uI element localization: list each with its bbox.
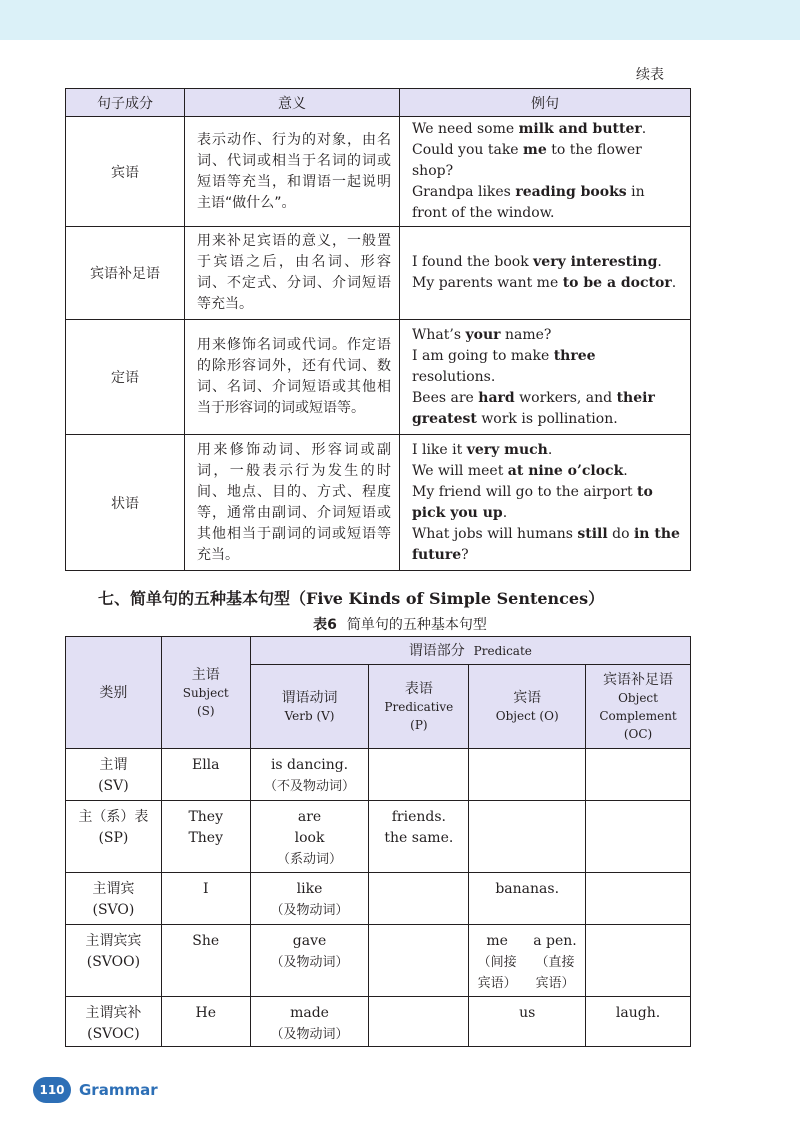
table-header-row [66,637,691,665]
example-sentence: Grandpa likes reading books in front of the window. [412,184,645,221]
table-caption-text: 简单句的五种基本句型 [346,617,487,633]
example-sentence: Could you take me to the flower shop? [412,142,642,179]
header-predicate: 谓语部分 Predicate [250,637,690,665]
oc-cell [586,925,691,997]
table-row [66,227,691,320]
table-header-row [66,89,691,117]
verb-cell: is dancing. （不及物动词） [250,749,369,801]
type-cell: 主谓宾宾 (SVOO) [66,925,162,997]
footer-label: Grammar [79,1081,158,1099]
subject-cell: Ella [161,749,250,801]
example-sentence: What’s your name? [412,326,552,343]
top-band [0,0,800,40]
element-cell: 状语 [66,435,185,571]
section-title [98,586,604,609]
example-sentence: We need some milk and butter. [412,121,647,137]
element-cell: 定语 [66,320,185,435]
examples-cell [400,117,691,227]
indirect-object: me （间接 宾语） [477,933,517,991]
examples-cell [400,435,691,571]
example-sentence: I found the book very interesting. [412,254,662,270]
section-title-en: Five Kinds of Simple Sentences [306,589,589,608]
header-verb: 谓语动词 Verb (V) [250,665,369,749]
object-cell: bananas. [469,873,586,925]
oc-cell [586,801,691,873]
header-element: 句子成分 [66,89,185,117]
table-row [66,925,691,997]
element-cell: 宾语补足语 [66,227,185,320]
meaning-cell: 用来补足宾语的意义，一般置于宾语之后，由名词、形容词、不定式、分词、介词短语等充当。 [185,227,400,320]
table-row [66,749,691,801]
oc-cell [586,749,691,801]
table-caption [0,614,800,634]
predicative-cell: friends. the same. [369,801,469,873]
type-cell: 主谓宾 (SVO) [66,873,162,925]
header-object: 宾语 Object (O) [469,665,586,749]
predicative-cell [369,997,469,1047]
subject-cell: She [161,925,250,997]
predicative-cell [369,749,469,801]
object-cell [469,749,586,801]
header-subject: 主语 Subject (S) [161,637,250,749]
example-sentence: Bees are hard workers, and their greatest work is pollination. [412,389,655,427]
type-cell: 主谓 (SV) [66,749,162,801]
oc-cell: laugh. [586,997,691,1047]
table-row [66,997,691,1047]
predicative-cell [369,925,469,997]
continued-label: 续表 [636,67,664,83]
verb-cell: gave （及物动词） [250,925,369,997]
page-number-badge: 110 [33,1077,71,1103]
example-sentence: My friend will go to the airport to pick you up. [412,483,653,521]
header-examples: 例句 [400,89,691,117]
header-object-complement: 宾语补足语 Object Complement (OC) [586,665,691,749]
element-cell: 宾语 [66,117,185,227]
examples-cell [400,320,691,435]
header-meaning: 意义 [185,89,400,117]
example-sentence: We will meet at nine o’clock. [412,462,628,479]
type-cell: 主谓宾补 (SVOC) [66,997,162,1047]
table-row [66,435,691,571]
direct-object: a pen. （直接 宾语） [533,933,577,991]
example-sentence: I like it very much. [412,441,553,458]
table-caption-number: 表6 [313,617,337,633]
header-predicative: 表语 Predicative (P) [369,665,469,749]
verb-cell: made （及物动词） [250,997,369,1047]
table-row [66,873,691,925]
object-cell [469,925,586,997]
sentence-elements-table [65,88,691,571]
subject-cell: He [161,997,250,1047]
subject-cell: They They [161,801,250,873]
table-row [66,801,691,873]
type-cell: 主（系）表 (SP) [66,801,162,873]
oc-cell [586,873,691,925]
table-row [66,320,691,435]
verb-cell: like （及物动词） [250,873,369,925]
subject-cell: I [161,873,250,925]
header-category: 类别 [66,637,162,749]
meaning-cell: 用来修饰动词、形容词或副词，一般表示行为发生的时间、地点、目的、方式、程度等，通常由副词、介词短语或其他相当于副词的词或短语等充当。 [185,435,400,571]
section-title-zh: 七、简单句的五种基本句型（ [98,589,307,608]
section-title-close: ） [588,589,605,608]
predicative-cell [369,873,469,925]
verb-cell: are look （系动词） [250,801,369,873]
object-cell [469,801,586,873]
example-sentence: My parents want me to be a doctor. [412,275,677,291]
example-sentence: I am going to make three resolutions. [412,347,596,385]
example-sentence: What jobs will humans still do in the future? [412,525,680,563]
sentence-patterns-table [65,636,691,1047]
meaning-cell: 表示动作、行为的对象，由名词、代词或相当于名词的词或短语等充当，和谓语一起说明主语“做什么”。 [185,117,400,227]
object-cell: us [469,997,586,1047]
page-footer [33,1077,158,1103]
meaning-cell: 用来修饰名词或代词。作定语的除形容词外，还有代词、数词、名词、介词短语或其他相当于形容词的词或短语等。 [185,320,400,435]
examples-cell [400,227,691,320]
table-row [66,117,691,227]
